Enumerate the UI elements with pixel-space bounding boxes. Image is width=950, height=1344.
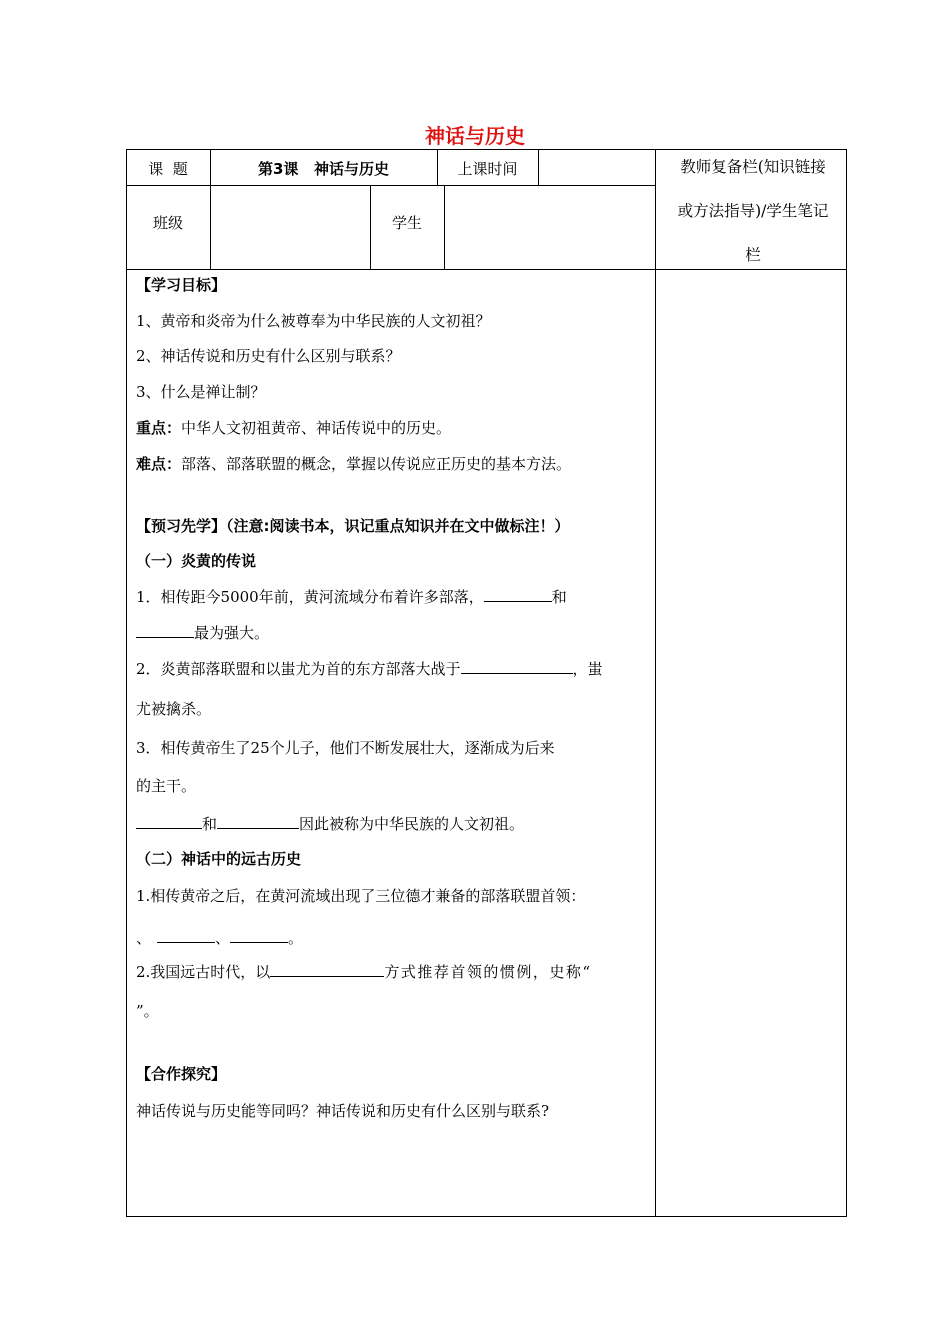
table-border-right [846, 149, 847, 1217]
notes-column-divider [655, 149, 656, 1217]
question-3-line-2: 的主干。 [136, 777, 197, 795]
fill-blank[interactable] [230, 927, 288, 943]
fill-blank[interactable] [136, 813, 202, 829]
question-3-line-1: 3．相传黄帝生了25个儿子，他们不断发展壮大，逐渐成为后来 [136, 739, 555, 757]
question-text: ，蚩 [572, 660, 603, 678]
key-point [136, 417, 451, 438]
teacher-notes-header [660, 145, 846, 277]
fill-blank[interactable] [484, 586, 552, 602]
topic-value: 第3课 神话与历史 [257, 160, 390, 178]
fill-blank[interactable] [461, 658, 573, 674]
question-5-line-1 [136, 961, 591, 982]
key-point-text: 中华人文初祖黄帝、神话传说中的历史。 [181, 419, 452, 437]
section-heading: （一）炎黄的传说 [136, 552, 257, 570]
class-label: 班级 [152, 214, 183, 232]
topic-label: 课 题 [148, 160, 188, 178]
student-value-field [445, 186, 654, 268]
question-text: 2.我国远古时代，以 [136, 963, 271, 981]
answer-area[interactable] [136, 1125, 646, 1210]
question-5-line-2: ”。 [136, 1002, 159, 1020]
question-1-line-2 [136, 622, 269, 643]
question-4-line-2 [136, 927, 303, 948]
question-text: 、 [215, 929, 231, 947]
question-text: 2．炎黄部落联盟和以蚩尤为首的东方部落大战于 [136, 660, 461, 678]
question-text: 最为强大。 [194, 624, 270, 642]
fill-blank[interactable] [136, 622, 194, 638]
question-text: 和 [202, 815, 218, 833]
difficult-point-label: 难点： [136, 455, 182, 473]
class-value-field [211, 186, 369, 268]
question-2-line-2: 尤被擒杀。 [136, 700, 212, 718]
question-text: 。 [288, 929, 304, 947]
fill-blank[interactable] [157, 927, 215, 943]
question-text: 方式推荐首领的惯例，史称“ [384, 963, 592, 981]
preview-heading: 【预习先学】（注意:阅读书本，识记重点知识并在文中做标注！） [136, 517, 570, 535]
time-label: 上课时间 [457, 160, 518, 178]
table-border-left [126, 149, 127, 1217]
question-4-line-1: 1.相传黄帝之后，在黄河流域出现了三位德才兼备的部落联盟首领： [136, 887, 586, 905]
difficult-point [136, 453, 571, 474]
difficult-point-text: 部落、部落联盟的概念，掌握以传说应正历史的基本方法。 [181, 455, 572, 473]
objective-item: 3、什么是禅让制？ [136, 383, 266, 401]
section-heading: （二）神话中的远古历史 [136, 850, 302, 868]
fill-blank[interactable] [217, 813, 299, 829]
notes-header-line: 或方法指导)/学生笔记 [677, 202, 829, 220]
cooperate-question: 神话传说与历史能等同吗？神话传说和历史有什么区别与联系? [136, 1102, 550, 1120]
cooperate-heading: 【合作探究】 [136, 1065, 227, 1083]
question-2-line-1 [136, 658, 603, 679]
objectives-heading: 【学习目标】 [136, 276, 227, 294]
table-border-bottom [126, 1216, 847, 1217]
question-text: 和 [551, 588, 567, 606]
fill-blank[interactable] [270, 961, 384, 977]
notes-header-line: 栏 [745, 246, 761, 264]
question-1-line-1 [136, 586, 567, 607]
question-text: 因此被称为中华民族的人文初祖。 [299, 815, 525, 833]
objective-item: 1、黄帝和炎帝为什么被尊奉为中华民族的人文初祖？ [136, 312, 491, 330]
question-text: 1．相传距今5000年前，黄河流域分布着许多部落， [136, 588, 484, 606]
question-3-line-3 [136, 813, 524, 834]
notes-header-line: 教师复备栏(知识链接 [680, 158, 826, 176]
key-point-label: 重点： [136, 419, 182, 437]
objective-item: 2、神话传说和历史有什么区别与联系？ [136, 347, 401, 365]
question-text: 、 [136, 929, 152, 947]
time-value-field [539, 150, 654, 184]
student-label: 学生 [391, 214, 422, 232]
page-title: 神话与历史 [425, 124, 525, 148]
